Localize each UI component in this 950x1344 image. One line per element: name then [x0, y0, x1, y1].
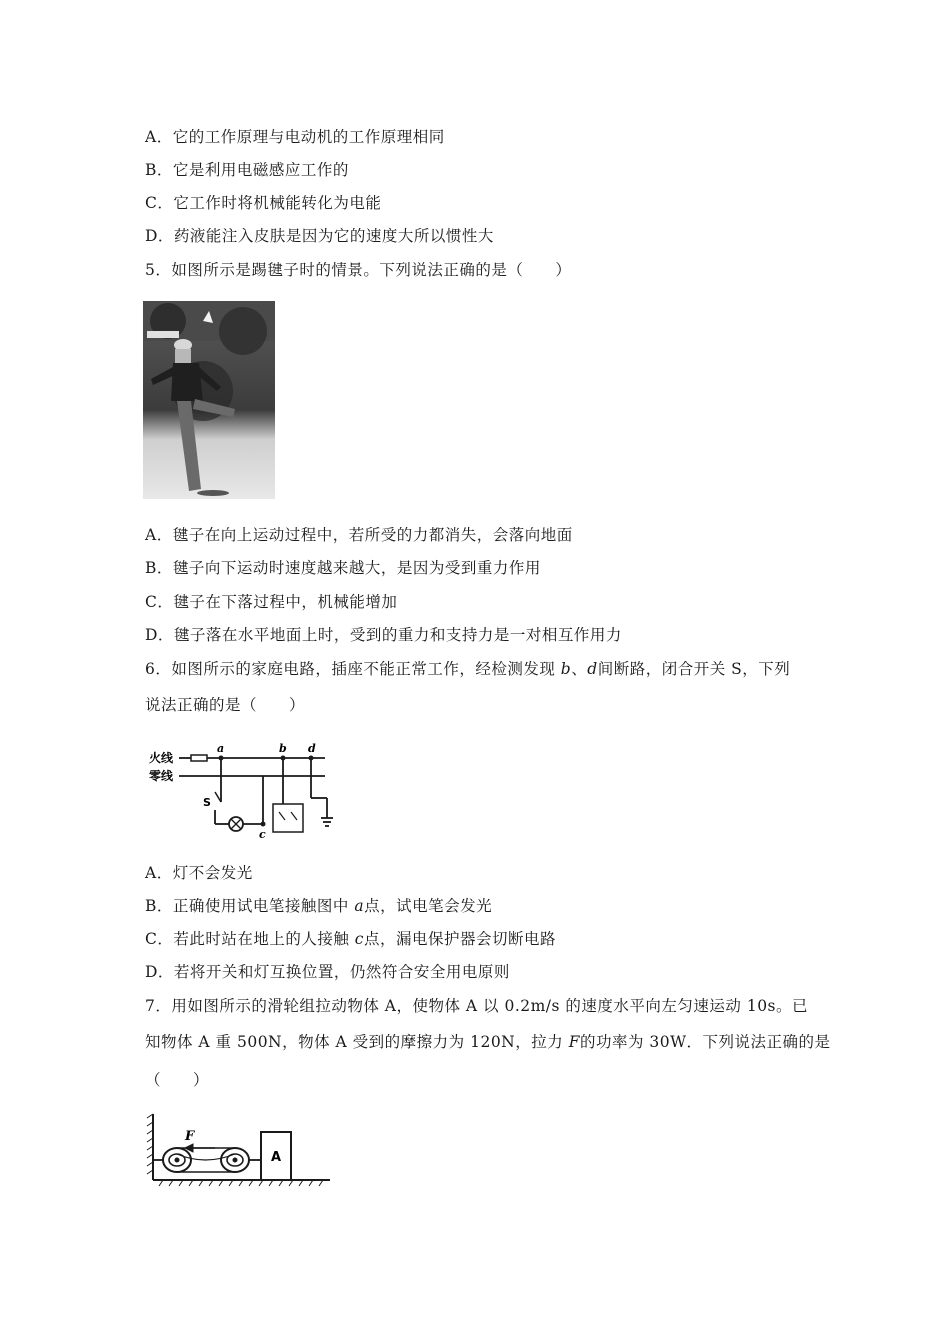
q6-option-d: D．若将开关和灯互换位置，仍然符合安全用电原则 [145, 963, 510, 981]
label-force-f: F [185, 1129, 195, 1144]
pulley-system-diagram [145, 1108, 335, 1188]
node-b [281, 756, 286, 761]
q6-option-c: C．若此时站在地上的人接触 c点，漏电保护器会切断电路 [145, 930, 556, 948]
q5-option-c: C．毽子在下落过程中，机械能增加 [145, 593, 398, 611]
q4-option-b: B．它是利用电磁感应工作的 [145, 161, 349, 179]
q7-stem-line3: （ ） [145, 1071, 210, 1089]
label-a: a [217, 742, 225, 755]
q4-option-d: D．药液能注入皮肤是因为它的速度大所以惯性大 [145, 227, 494, 245]
q5-option-a: A．毽子在向上运动过程中，若所受的力都消失，会落向地面 [145, 526, 573, 544]
node-a [219, 756, 224, 761]
shuttlecock-kicking-photo [143, 301, 275, 499]
q6-option-b: B．正确使用试电笔接触图中 a点，试电笔会发光 [145, 897, 493, 915]
label-b: b [279, 742, 287, 755]
q4-option-a: A．它的工作原理与电动机的工作原理相同 [145, 128, 445, 146]
label-switch-s: S [203, 796, 211, 809]
q6-stem-line1: 6．如图所示的家庭电路，插座不能正常工作，经检测发现 b、d间断路，闭合开关 S，下列 [145, 660, 791, 678]
label-c: c [259, 828, 266, 840]
q7-stem-line2: 知物体 A 重 500N，物体 A 受到的摩擦力为 120N，拉力 F的功率为 30W．下列说法正确的是 [145, 1033, 831, 1051]
q6-stem-line2: 说法正确的是（ ） [145, 696, 306, 714]
q5-option-d: D．毽子落在水平地面上时，受到的重力和支持力是一对相互作用力 [145, 626, 622, 644]
label-d: d [308, 742, 316, 755]
q5-option-b: B．毽子向下运动时速度越来越大，是因为受到重力作用 [145, 559, 541, 577]
household-circuit-diagram [145, 740, 345, 840]
q6-option-a: A．灯不会发光 [145, 864, 253, 882]
live-wire-label: 火线 [149, 751, 174, 765]
q4-option-c: C．它工作时将机械能转化为电能 [145, 194, 382, 212]
q5-stem: 5．如图所示是踢毽子时的情景。下列说法正确的是（ ） [145, 261, 572, 279]
neutral-wire-label: 零线 [149, 769, 174, 783]
q7-stem-line1: 7．用如图所示的滑轮组拉动物体 A，使物体 A 以 0.2m/s 的速度水平向左匀速运动 10s。已 [145, 997, 809, 1015]
label-object-a: A [271, 1150, 282, 1165]
node-d [309, 756, 314, 761]
node-c [261, 822, 266, 827]
